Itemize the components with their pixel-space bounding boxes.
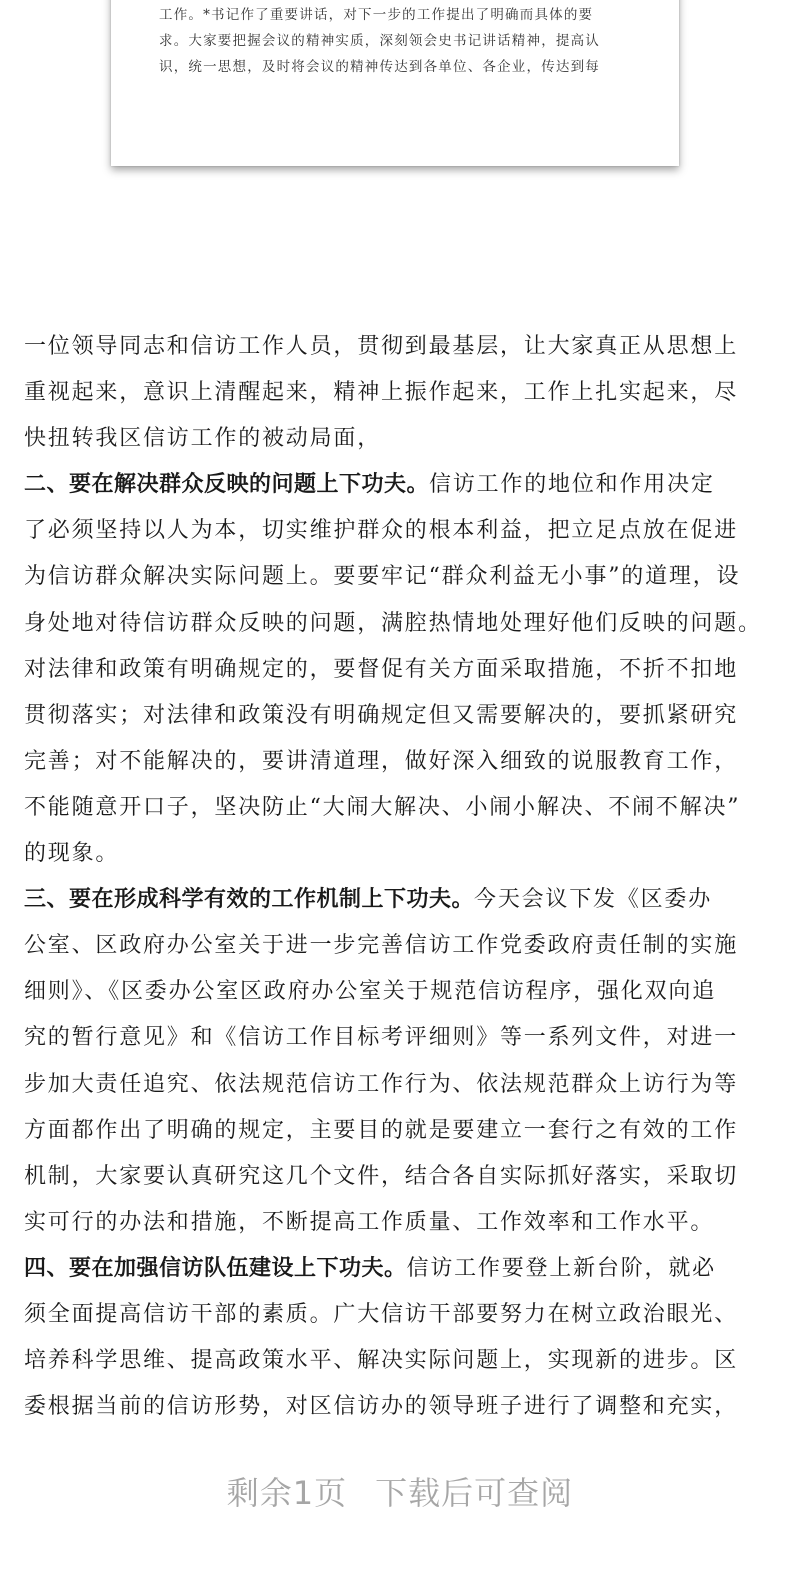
- preview-line: 识，统一思想，及时将会议的精神传达到各单位、各企业，传达到每: [159, 59, 600, 75]
- paragraph-line: 身处地对待信访群众反映的问题，满腔热情地处理好他们反映的问题。: [24, 610, 762, 636]
- paragraph-line: 重视起来，意识上清醒起来，精神上振作起来，工作上扎实起来，尽: [24, 380, 739, 406]
- preview-line: 求。大家要把握会议的精神实质，深刻领会史书记讲话精神，提高认: [159, 33, 600, 49]
- paragraph-line: 须全面提高信访干部的素质。广大信访干部要努力在树立政治眼光、: [24, 1301, 739, 1327]
- section-4-heading: 四、要在加强信访队伍建设上下功夫。: [24, 1255, 407, 1281]
- paragraph-line: 公室、区政府办公室关于进一步完善信访工作党委政府责任制的实施: [24, 933, 739, 959]
- preview-text: [159, 0, 639, 80]
- paragraph-line: 步加大责任追究、依法规范信访工作行为、依法规范群众上访行为等: [24, 1071, 739, 1097]
- section-2-heading: 二、要在解决群众反映的问题上下功夫。: [24, 472, 430, 498]
- preview-line: 工作。*书记作了重要讲话，对下一步的工作提出了明确而具体的要: [159, 7, 594, 23]
- paragraph-line: 方面都作出了明确的规定，主要目的就是要建立一套行之有效的工作: [24, 1117, 739, 1143]
- section-2-first-line: [24, 462, 784, 508]
- paragraph-line: 一位领导同志和信访工作人员，贯彻到最基层，让大家真正从思想上: [24, 334, 739, 359]
- remaining-pages-label: 剩余1页: [226, 1474, 348, 1512]
- paragraph-line: 对法律和政策有明确规定的，要督促有关方面采取措施，不折不扣地: [24, 656, 739, 682]
- paragraph-line: 完善；对不能解决的，要讲清道理，做好深入细致的说服教育工作，: [24, 748, 739, 774]
- paragraph-line: 为信访群众解决实际问题上。要要牢记“群众利益无小事”的道理，设: [24, 564, 741, 590]
- paragraph-line: 机制，大家要认真研究这几个文件，结合各自实际抓好落实，采取切: [24, 1163, 739, 1189]
- paragraph-line: 实可行的办法和措施，不断提高工作质量、工作效率和工作水平。: [24, 1209, 715, 1235]
- download-to-view-label[interactable]: 下载后可查阅: [375, 1474, 574, 1512]
- paragraph-line: 委根据当前的信访形势，对区信访办的领导班子进行了调整和充实，: [24, 1394, 739, 1420]
- paragraph-line: 细则》、《区委办公室区政府办公室关于规范信访程序，强化双向追: [24, 979, 717, 1005]
- section-3-heading: 三、要在形成科学有效的工作机制上下功夫。: [24, 887, 475, 913]
- section-4-lead: 信访工作要登上新台阶，就必: [406, 1255, 716, 1281]
- section-3-first-line: [24, 877, 784, 923]
- paragraph-line: 快扭转我区信访工作的被动局面，: [24, 426, 382, 452]
- section-2-lead: 信访工作的地位和作用决定: [429, 472, 715, 498]
- document-body: [24, 324, 784, 1430]
- paragraph-line: 不能随意开口子，坚决防止“大闹大解决、小闹小解决、不闹不解决”: [24, 794, 741, 820]
- paragraph-line: 的现象。: [24, 841, 120, 867]
- section-4-first-line: [24, 1246, 784, 1292]
- preview-card: [111, 0, 679, 166]
- paragraph-line: 培养科学思维、提高政策水平、解决实际问题上，实现新的进步。区: [24, 1348, 739, 1374]
- paragraph-line: 究的暂行意见》和《信访工作目标考评细则》等一系列文件，对进一: [24, 1025, 739, 1051]
- paragraph-line: 贯彻落实；对法律和政策没有明确规定但又需要解决的，要抓紧研究: [24, 702, 739, 728]
- download-prompt[interactable]: [0, 1468, 800, 1514]
- paragraph-line: 了必须坚持以人为本，切实维护群众的根本利益，把立足点放在促进: [24, 518, 739, 544]
- section-3-lead: 今天会议下发《区委办: [474, 887, 713, 913]
